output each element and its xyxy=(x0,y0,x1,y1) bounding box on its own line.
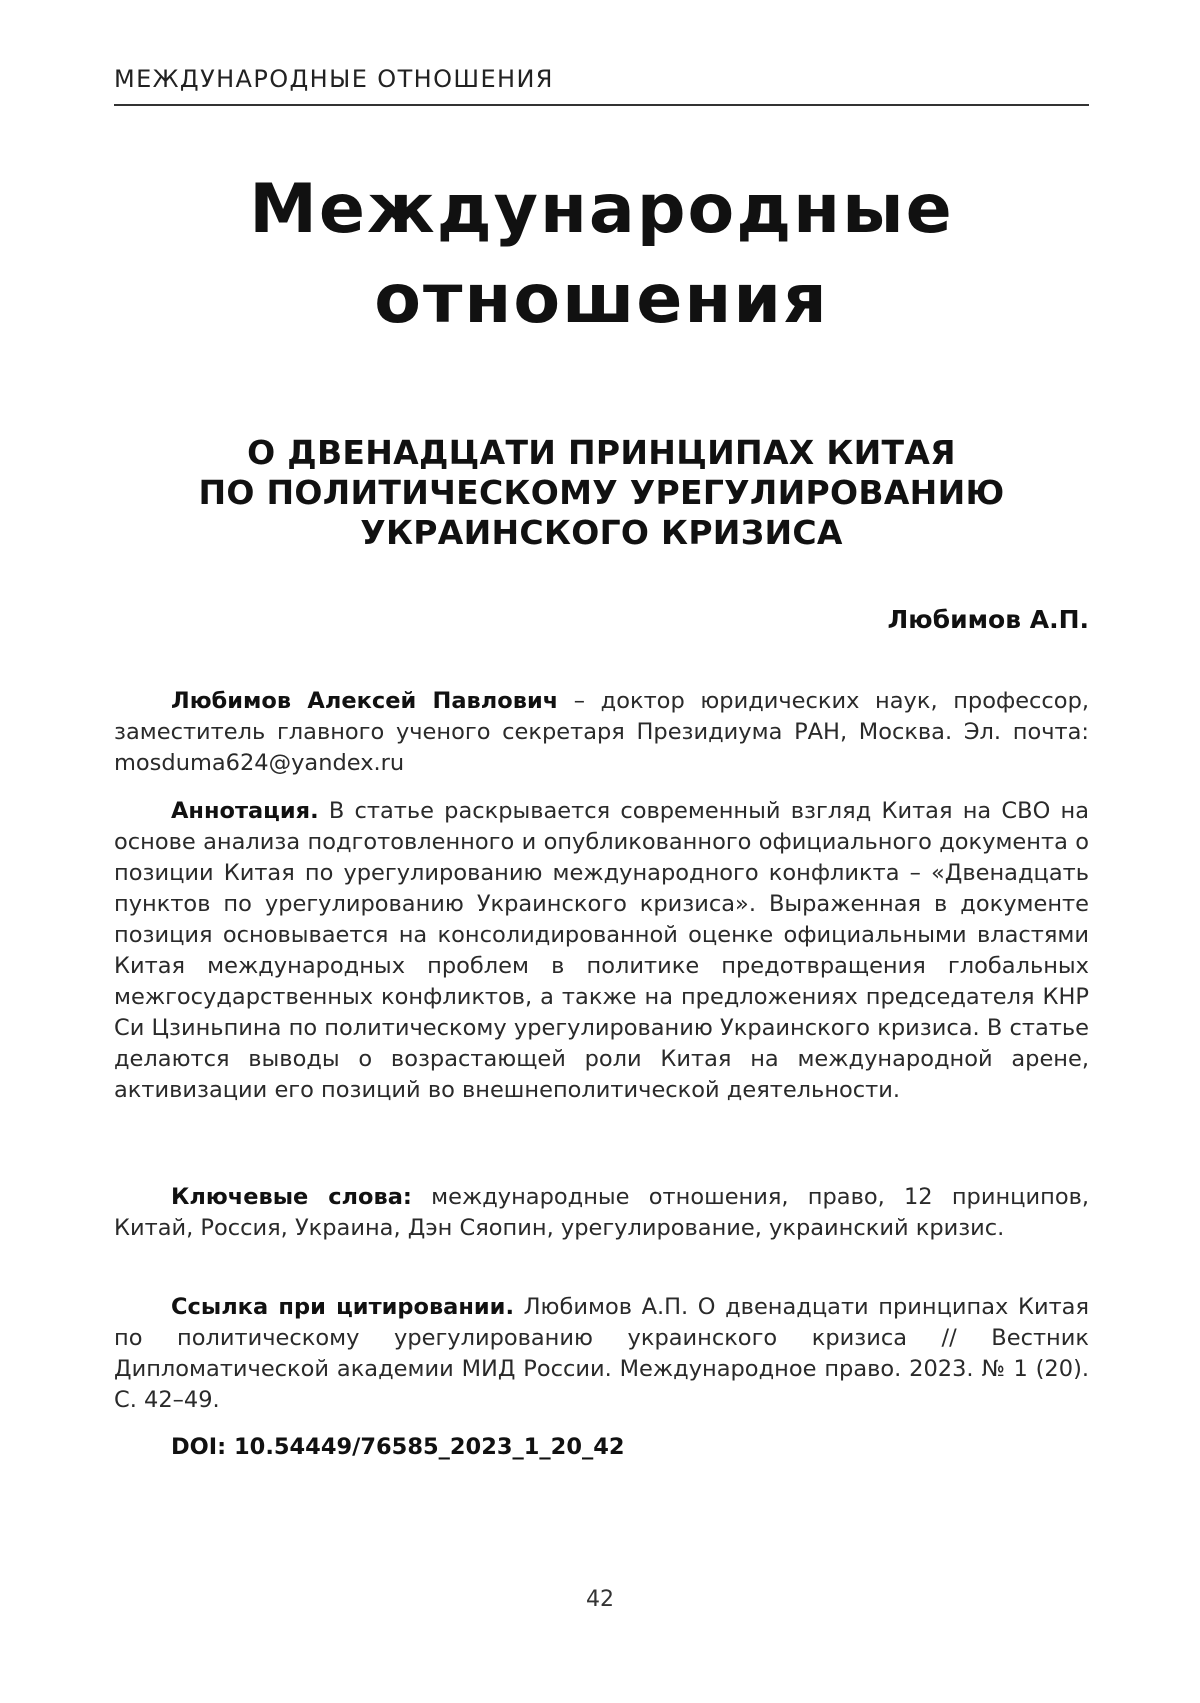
citation-text: Любимов А.П. О двенадцати принципах Китая по политическому урегулированию украинского кризиса // Вестник Дипломатической академии МИД России. Международное право. 2023. № 1 (20). С. 42–49. xyxy=(114,1294,1090,1413)
running-head: МЕЖДУНАРОДНЫЕ ОТНОШЕНИЯ xyxy=(114,65,554,93)
header-rule xyxy=(114,104,1089,106)
doi xyxy=(114,1432,1089,1463)
author-bio-text: – доктор юридических наук, профессор, заместитель главного ученого секретаря Президиума РАН, Москва. Эл. почта: mosduma624@yandex.ru xyxy=(114,688,1090,776)
article-title xyxy=(114,433,1089,553)
citation xyxy=(114,1292,1089,1416)
section-title xyxy=(114,165,1089,345)
doi-text: DOI: 10.54449/76585_2023_1_20_42 xyxy=(171,1434,625,1460)
section-title-line-2: отношения xyxy=(374,260,829,339)
keywords-text: международные отношения, право, 12 принципов, Китай, Россия, Украина, Дэн Сяопин, урегулирование, украинский кризис. xyxy=(114,1184,1089,1241)
article-title-line-1: О ДВЕНАДЦАТИ ПРИНЦИПАХ КИТАЯ xyxy=(247,433,956,472)
abstract-text: В статье раскрывается современный взгляд Китая на СВО на основе анализа подготовленного и опубликованного официального документа о позиции Китая по урегулированию международного конфликта – «Двенадцать пунктов по урегулированию Украинского кризиса». Выраженная в документе позиция основывается на консолидированной оценке официальными властями Китая международных проблем в политике предотвращения глобальных межгосударственных конфликтов, а также на предложениях председателя КНР Си Цзиньпина по политическому урегулированию Украинского кризиса. В статье делаются выводы о возрастающей роли Китая на международной арене, активизации его позиций во внешнеполитической деятельности. xyxy=(114,798,1089,1103)
article-title-line-2: ПО ПОЛИТИЧЕСКОМУ УРЕГУЛИРОВАНИЮ xyxy=(198,473,1005,512)
citation-label: Ссылка при цитировании. xyxy=(171,1294,514,1320)
keywords xyxy=(114,1182,1089,1244)
author-bio xyxy=(114,686,1089,779)
article-title-line-3: УКРАИНСКОГО КРИЗИСА xyxy=(360,513,843,552)
abstract xyxy=(114,796,1089,1106)
section-title-line-1: Международные xyxy=(249,170,954,249)
abstract-label: Аннотация. xyxy=(171,798,319,824)
author-byline: Любимов А.П. xyxy=(887,605,1089,634)
author-full-name: Любимов Алексей Павлович xyxy=(171,688,559,714)
page-number: 42 xyxy=(586,1587,614,1612)
keywords-label: Ключевые слова: xyxy=(171,1184,412,1210)
